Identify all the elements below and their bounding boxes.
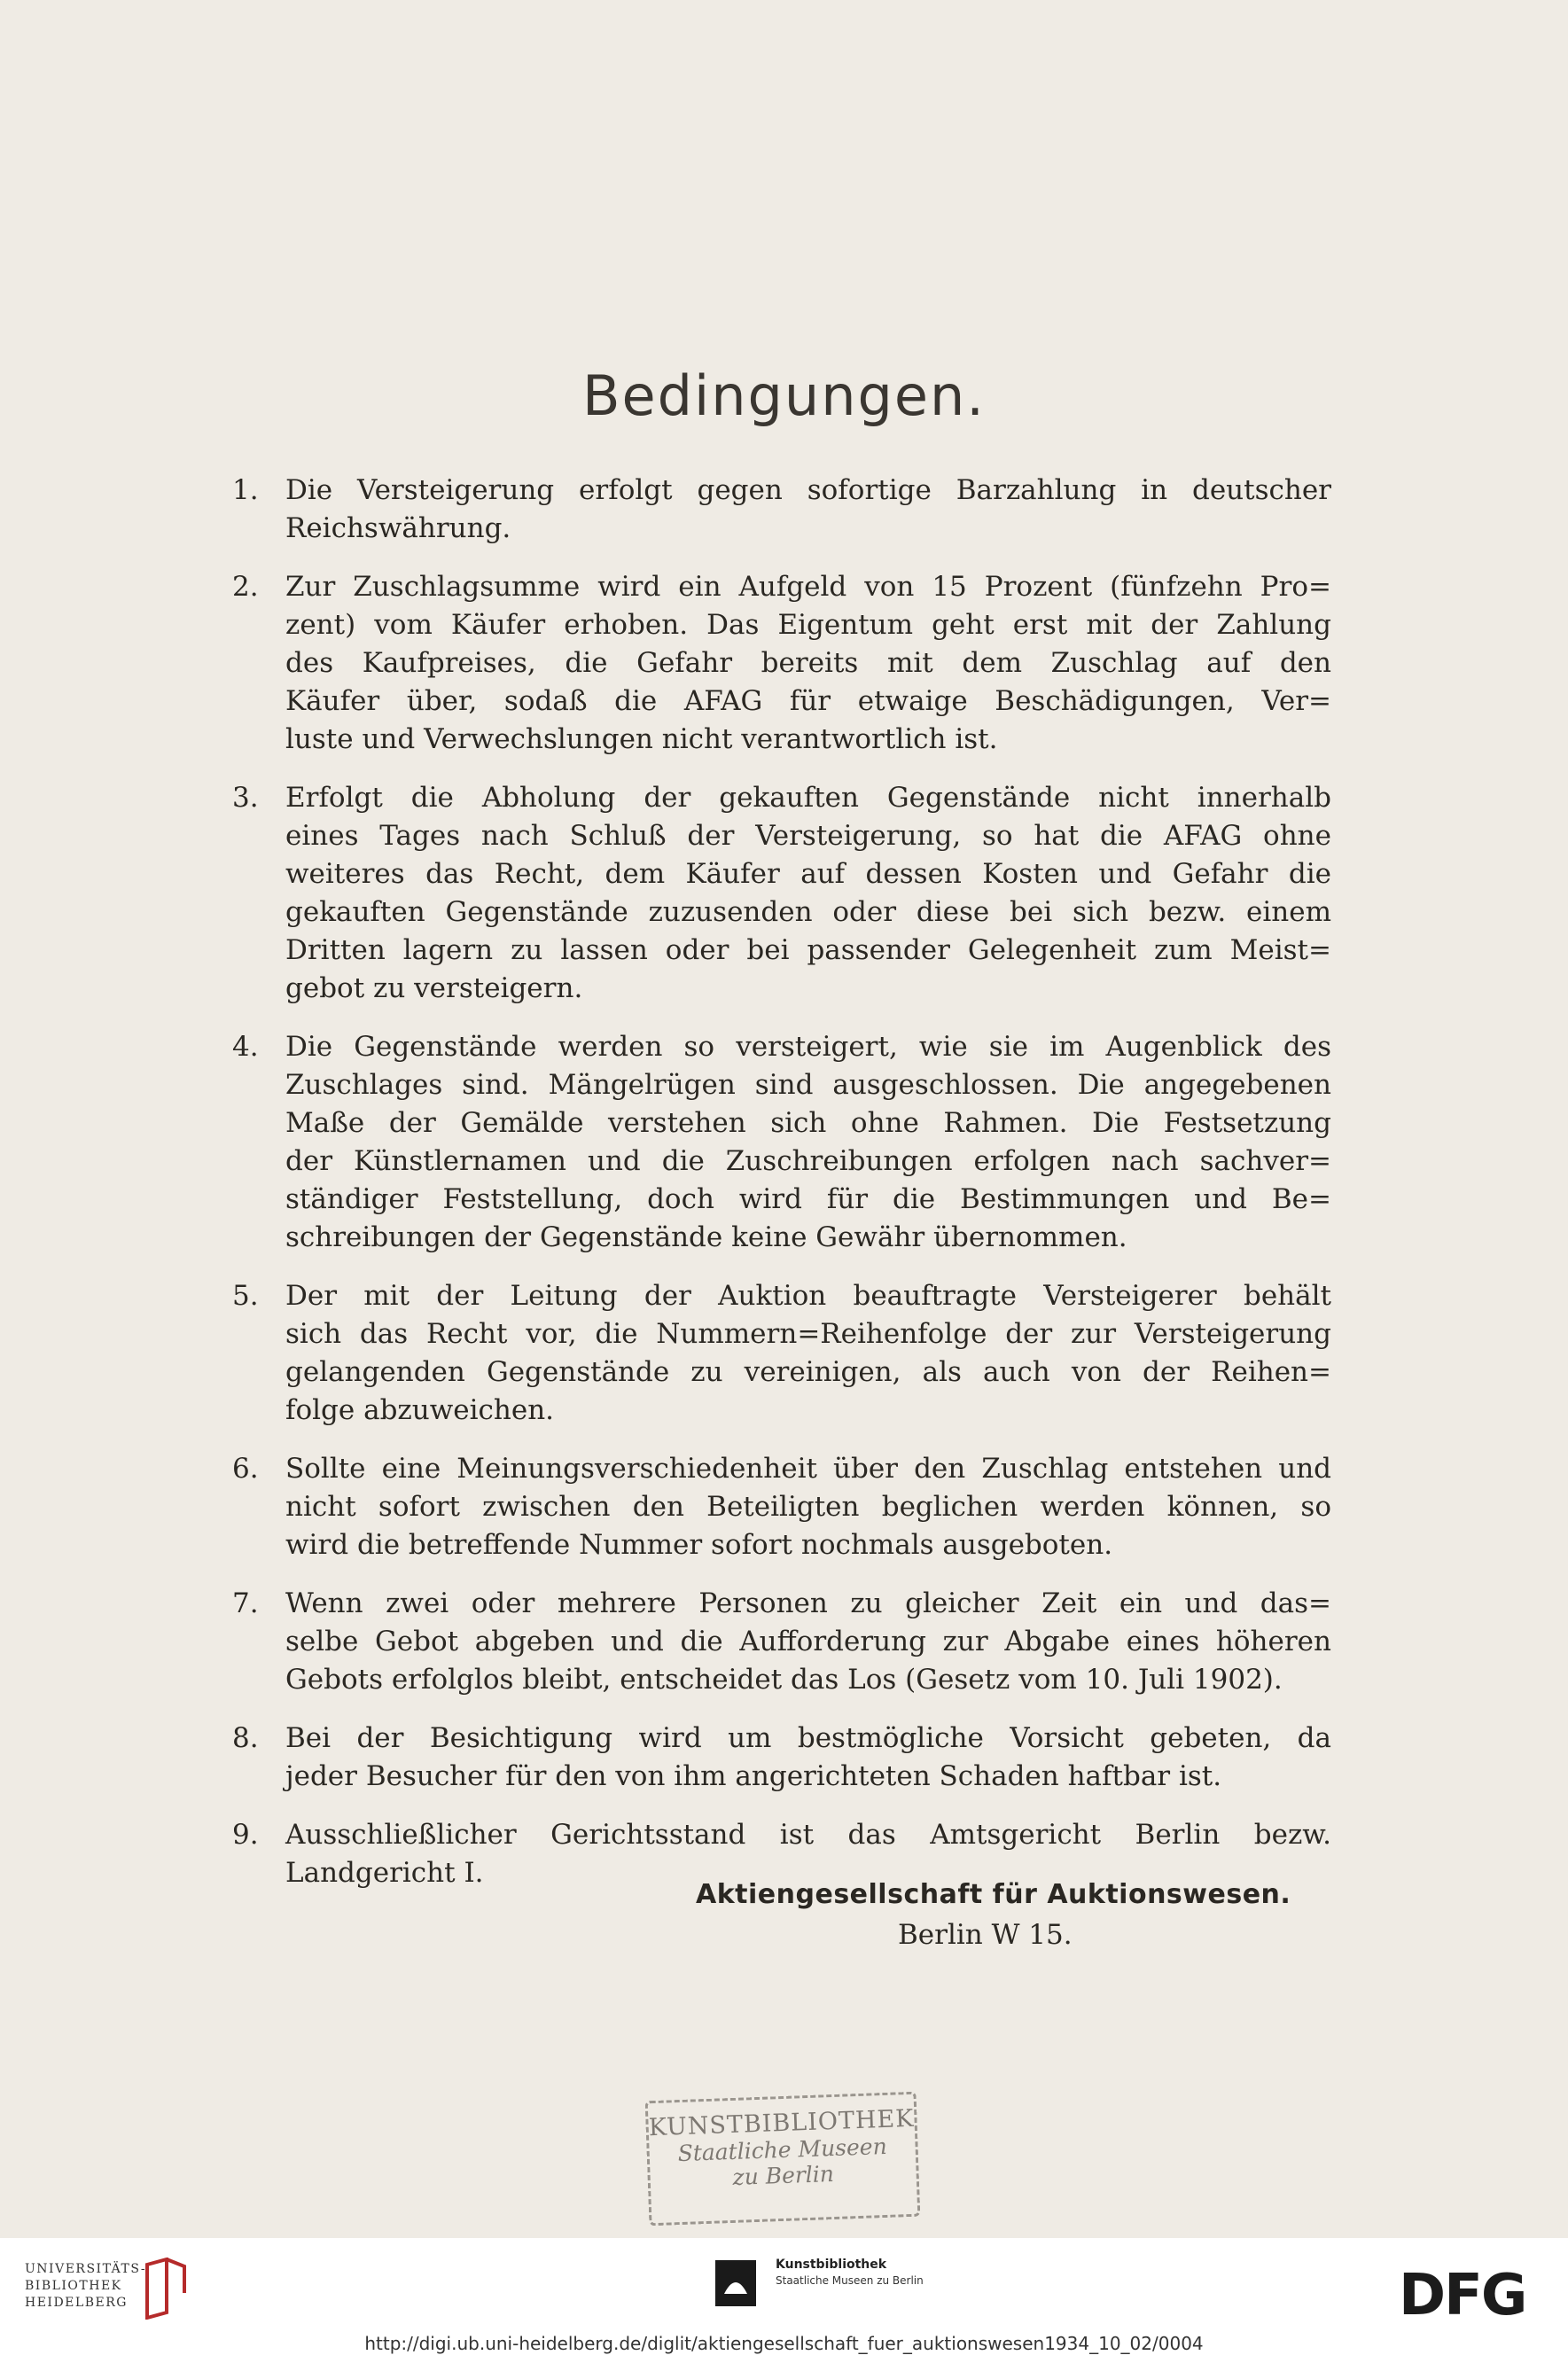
condition-line: Die Versteigerung erfolgt gegen sofortige Barzahlung in deutscher: [285, 474, 1331, 506]
university-logo-icon: [140, 2258, 190, 2320]
condition-line: der Künstlernamen und die Zuschreibungen erfolgen nach sachver=: [285, 1145, 1331, 1177]
kunstbibliothek-logo-icon: [714, 2258, 758, 2308]
stamp-line-3: zu Berlin: [731, 2161, 835, 2190]
library-stamp: [645, 2092, 921, 2227]
digitization-footer: [0, 2238, 1568, 2363]
condition-line: jeder Besucher für den von ihm angerichteten Schaden haftbar ist.: [285, 1760, 1222, 1792]
condition-item: [232, 568, 1331, 759]
condition-line: Der mit der Leitung der Auktion beauftragte Versteigerer behält: [285, 1280, 1331, 1312]
condition-line: selbe Gebot abgeben und die Aufforderung zur Abgabe eines höheren: [285, 1626, 1331, 1657]
condition-item: [232, 1720, 1331, 1796]
page-title: Bedingungen.: [581, 363, 986, 428]
kunstbibliothek-name: Kunstbibliothek: [776, 2258, 887, 2272]
condition-line: ständiger Feststellung, doch wird für die Bestimmungen und Be=: [285, 1183, 1331, 1215]
condition-line: Käufer über, sodaß die AFAG für etwaige Beschädigungen, Ver=: [285, 685, 1331, 717]
dfg-logo: DFG: [1399, 2263, 1526, 2328]
condition-line: Ausschließlicher Gerichtsstand ist das Amtsgericht Berlin bezw.: [285, 1819, 1331, 1851]
condition-line: Zur Zuschlagsumme wird ein Aufgeld von 15 Prozent (fünfzehn Pro=: [285, 571, 1331, 603]
condition-line: zent) vom Käufer erhoben. Das Eigentum geht erst mit der Zahlung: [285, 609, 1331, 641]
condition-line: Zuschlages sind. Mängelrügen sind ausgeschlossen. Die angegebenen: [285, 1069, 1331, 1101]
condition-line: folge abzuweichen.: [285, 1394, 555, 1426]
condition-item: [232, 1277, 1331, 1430]
condition-number: 5.: [232, 1280, 259, 1312]
condition-number: 8.: [232, 1722, 259, 1754]
condition-number: 6.: [232, 1453, 259, 1485]
condition-line: Landgericht I.: [285, 1857, 484, 1889]
condition-line: gebot zu versteigern.: [285, 972, 583, 1004]
condition-line: eines Tages nach Schluß der Versteigerung, so hat die AFAG ohne: [285, 820, 1331, 852]
condition-line: schreibungen der Gegenstände keine Gewähr übernommen.: [285, 1221, 1127, 1253]
condition-line: luste und Verwechslungen nicht verantwortlich ist.: [285, 723, 998, 755]
company-city: Berlin W 15.: [898, 1919, 1073, 1951]
condition-item: [232, 1450, 1331, 1564]
condition-line: Bei der Besichtigung wird um bestmögliche Vorsicht gebeten, da: [285, 1722, 1331, 1754]
stamp-line-2: Staatliche Museen: [677, 2133, 888, 2167]
condition-number: 3.: [232, 782, 259, 814]
condition-line: Maße der Gemälde verstehen sich ohne Rahmen. Die Festsetzung: [285, 1107, 1331, 1139]
university-line-3: HEIDELBERG: [25, 2296, 128, 2310]
condition-number: 4.: [232, 1031, 259, 1063]
condition-number: 9.: [232, 1819, 259, 1851]
condition-line: Wenn zwei oder mehrere Personen zu gleicher Zeit ein und das=: [285, 1587, 1331, 1619]
condition-line: Gebots erfolglos bleibt, entscheidet das Los (Gesetz vom 10. Juli 1902).: [285, 1664, 1283, 1696]
condition-line: sich das Recht vor, die Nummern=Reihenfolge der zur Versteigerung: [285, 1318, 1331, 1350]
condition-line: nicht sofort zwischen den Beteiligten beglichen werden können, so: [285, 1491, 1331, 1523]
source-url[interactable]: http://digi.ub.uni-heidelberg.de/diglit/aktiengesellschaft_fuer_auktionswesen1934_10_02/0004: [364, 2333, 1204, 2354]
university-line-1: UNIVERSITÄTS-: [25, 2262, 147, 2276]
condition-line: gekauften Gegenstände zuzusenden oder diese bei sich bezw. einem: [285, 896, 1331, 928]
kunstbibliothek-subtitle: Staatliche Museen zu Berlin: [776, 2274, 924, 2287]
condition-number: 7.: [232, 1587, 259, 1619]
condition-item: [232, 1585, 1331, 1699]
kunstbibliothek-label: [776, 2258, 924, 2287]
stamp-line-1: KUNSTBIBLIOTHEK: [648, 2104, 915, 2142]
conditions-list: [232, 472, 1331, 1913]
condition-line: Dritten lagern zu lassen oder bei passender Gelegenheit zum Meist=: [285, 934, 1331, 966]
condition-item: [232, 1028, 1331, 1257]
condition-line: Erfolgt die Abholung der gekauften Gegenstände nicht innerhalb: [285, 782, 1331, 814]
university-library-name: [25, 2261, 147, 2312]
condition-line: wird die betreffende Nummer sofort nochmals ausgeboten.: [285, 1529, 1113, 1561]
condition-line: Die Gegenstände werden so versteigert, wie sie im Augenblick des: [285, 1031, 1331, 1063]
condition-line: des Kaufpreises, die Gefahr bereits mit dem Zuschlag auf den: [285, 647, 1331, 679]
condition-line: Reichswährung.: [285, 512, 511, 544]
condition-item: [232, 472, 1331, 548]
condition-line: gelangenden Gegenstände zu vereinigen, als auch von der Reihen=: [285, 1356, 1331, 1388]
company-name: Aktiengesellschaft für Auktionswesen.: [696, 1879, 1291, 1910]
university-line-2: BIBLIOTHEK: [25, 2279, 122, 2293]
condition-number: 1.: [232, 474, 259, 506]
condition-line: Sollte eine Meinungsverschiedenheit über den Zuschlag entstehen und: [285, 1453, 1331, 1485]
condition-number: 2.: [232, 571, 259, 603]
condition-line: weiteres das Recht, dem Käufer auf dessen Kosten und Gefahr die: [285, 858, 1331, 890]
condition-item: [232, 779, 1331, 1008]
